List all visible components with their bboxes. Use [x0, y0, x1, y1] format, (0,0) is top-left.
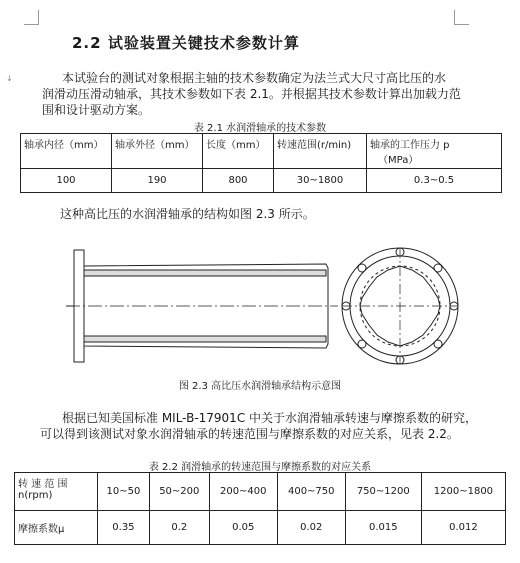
table-row: [21, 134, 502, 169]
crop-mark-top-left: [24, 10, 39, 25]
table2-cell: 50~200: [149, 473, 209, 511]
table2-cell: 0.2: [149, 511, 209, 545]
table1-cell: 190: [112, 169, 203, 193]
standard-line-2: 可以得到该测试对象水润滑轴承的转速范围与摩擦系数的对应关系，见表 2.2。: [40, 427, 459, 441]
table-row: [21, 169, 502, 193]
margin-marker-icon: ↓: [6, 74, 13, 83]
table1-caption: 表 2.1 水润滑轴承的技术参数: [193, 123, 327, 134]
table2-cell: 0.35: [98, 511, 150, 545]
table2-cell: 0.02: [277, 511, 345, 545]
section-number: 2.2: [72, 34, 102, 52]
speed-range-unit: n(rpm): [18, 490, 53, 501]
standard-line-1: 根据已知美国标准 MIL-B-17901C 中关于水润滑轴承转速与摩擦系数的研究，: [62, 411, 478, 425]
bearing-longitudinal-section: [66, 250, 338, 362]
intro-line-3: 围和设计驱动方案。: [42, 103, 151, 117]
table-speed-friction: [14, 472, 506, 545]
table2-cell: 0.012: [421, 511, 505, 545]
bearing-cross-section: [342, 248, 458, 364]
table1-cell: 0.3~0.5: [367, 169, 502, 193]
table2-cell: 10~50: [98, 473, 150, 511]
table2-header-friction: 摩擦系数μ: [15, 511, 98, 545]
intro-line-2: 润滑动压滑动轴承，其技术参数如下表 2.1。并根据其技术参数计算出加载力范: [42, 87, 461, 101]
table-bearing-parameters: [20, 133, 502, 193]
table2-cell: 750~1200: [345, 473, 421, 511]
table1-header-pressure: [367, 134, 502, 169]
table1-cell: 30~1800: [274, 169, 367, 193]
table1-header-inner-diameter: 轴承内径（mm）: [21, 134, 112, 169]
table1-header-outer-diameter: 轴承外径（mm）: [112, 134, 203, 169]
table2-caption: 表 2.2 润滑轴承的转速范围与摩擦系数的对应关系: [148, 462, 372, 473]
intro-line-1: 本试验台的测试对象根据主轴的技术参数确定为法兰式大尺寸高比压的水: [62, 71, 447, 85]
pressure-unit: （MPa）: [378, 155, 419, 166]
table-row: [15, 511, 506, 545]
section-heading: [72, 32, 300, 53]
section-title: 试验装置关键技术参数计算: [107, 34, 300, 52]
bearing-structure-figure: [62, 240, 462, 372]
table1-cell: 800: [203, 169, 274, 193]
table1-cell: 100: [21, 169, 112, 193]
table2-cell: 0.015: [345, 511, 421, 545]
table1-header-speed-range: 转速范围(r/min): [274, 134, 367, 169]
table2-cell: 1200~1800: [421, 473, 505, 511]
intro-paragraph: [42, 70, 480, 118]
table2-header-speed-range: [15, 473, 98, 511]
structure-sentence: 这种高比压的水润滑轴承的结构如图 2.3 所示。: [60, 207, 315, 221]
table2-cell: 0.05: [209, 511, 277, 545]
speed-range-label: 转 速 范 围: [18, 479, 68, 490]
pressure-label: 轴承的工作压力 p: [370, 140, 450, 151]
crop-mark-top-right: [454, 10, 469, 25]
table1-header-length: 长度（mm）: [203, 134, 274, 169]
standard-paragraph: [40, 410, 510, 442]
table2-cell: 400~750: [277, 473, 345, 511]
table2-cell: 200~400: [209, 473, 277, 511]
figure-caption: 图 2.3 高比压水润滑轴承结构示意图: [178, 381, 342, 392]
table-row: [15, 473, 506, 511]
